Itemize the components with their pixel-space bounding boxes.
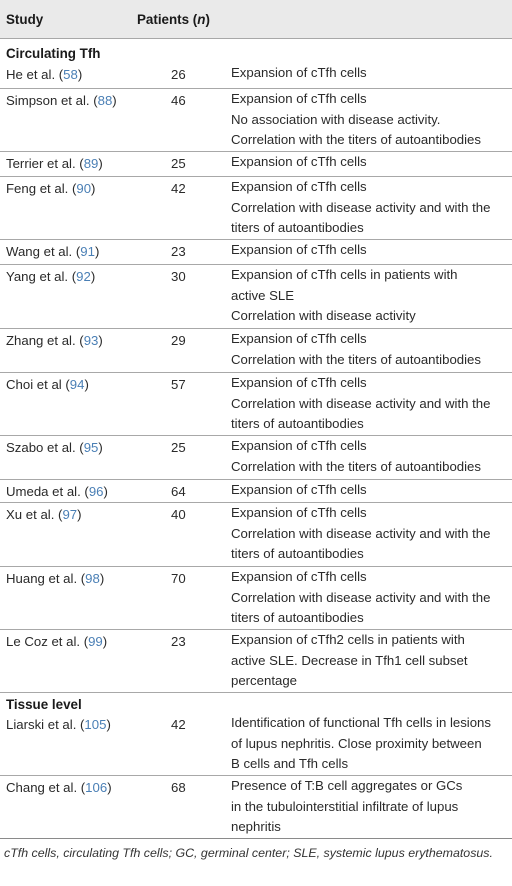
findings-cell: Expansion of cTfh cells Correlation with disease activity and with the titers of autoantibodies [231,569,491,625]
table-row [0,373,512,436]
findings-cell: Expansion of cTfh2 cells in patients with active SLE. Decrease in Tfh1 cell subset percentage [231,632,468,688]
findings-cell: Expansion of cTfh cells in patients with active SLE Correlation with disease activity [231,267,458,323]
patients-cell: 70 [171,571,186,586]
patients-cell: 30 [171,269,186,284]
patients-cell: 25 [171,156,186,171]
findings-cell: Expansion of cTfh cells [231,154,367,169]
study-cell: Huang et al. (98) [6,571,105,586]
findings-cell: Expansion of cTfh cells Correlation with disease activity and with the titers of autoantibodies [231,375,491,431]
study-cell: Wang et al. (91) [6,244,100,259]
findings-cell: Expansion of cTfh cells Correlation with disease activity and with the titers of autoantibodies [231,179,491,235]
study-cell: He et al. (58) [6,67,83,82]
table-row [0,480,512,503]
header-study: Study [6,12,44,27]
findings-cell: Expansion of cTfh cells Correlation with the titers of autoantibodies [231,331,481,367]
table-row [0,630,512,692]
header-rule [0,38,512,39]
patients-cell: 23 [171,634,186,649]
section-title-circulating: Circulating Tfh [6,46,101,61]
table-footnote: cTfh cells, circulating Tfh cells; GC, germinal center; SLE, systemic lupus erythematosus. [4,846,493,860]
table-row [0,240,512,265]
patients-cell: 42 [171,181,186,196]
table-row [0,89,512,152]
patients-cell: 42 [171,717,186,732]
study-cell: Simpson et al. (88) [6,93,117,108]
patients-cell: 57 [171,377,186,392]
table-row [0,265,512,328]
study-cell: Le Coz et al. (99) [6,634,108,649]
study-cell: Zhang et al. (93) [6,333,103,348]
table-row [0,329,512,373]
findings-cell: Identification of functional Tfh cells in lesions of lupus nephritis. Close proximity between B cells and Tfh cells [231,715,491,771]
table-row [0,567,512,630]
section-title-tissue: Tissue level [6,697,82,712]
study-cell: Terrier et al. (89) [6,156,103,171]
findings-cell: Expansion of cTfh cells [231,242,367,257]
patients-cell: 64 [171,484,186,499]
table-row [0,152,512,177]
study-cell: Yang et al. (92) [6,269,96,284]
study-cell: Szabo et al. (95) [6,440,103,455]
table-row [0,177,512,240]
patients-cell: 46 [171,93,186,108]
patients-cell: 29 [171,333,186,348]
findings-cell: Expansion of cTfh cells [231,65,367,80]
study-cell: Chang et al. (106) [6,780,112,795]
study-cell: Choi et al (94) [6,377,89,392]
findings-cell: Expansion of cTfh cells [231,482,367,497]
study-cell: Feng et al. (90) [6,181,96,196]
findings-cell: Expansion of cTfh cells No association with disease activity. Correlation with the titers of autoantibodies [231,91,481,147]
study-cell: Xu et al. (97) [6,507,82,522]
table-row [0,503,512,566]
table-row [0,63,512,88]
patients-cell: 26 [171,67,186,82]
findings-cell: Presence of T:B cell aggregates or GCs in the tubulointerstitial infiltrate of lupus nephritis [231,778,463,834]
patients-cell: 68 [171,780,186,795]
findings-cell: Expansion of cTfh cells Correlation with the titers of autoantibodies [231,438,481,474]
study-cell: Liarski et al. (105) [6,717,111,732]
patients-cell: 23 [171,244,186,259]
patients-cell: 25 [171,440,186,455]
table-header [0,0,512,38]
table-row [0,776,512,839]
findings-cell: Expansion of cTfh cells Correlation with disease activity and with the titers of autoantibodies [231,505,491,561]
table-row [0,436,512,480]
header-patients: Patients (n) [137,12,210,27]
table-row [0,713,512,776]
study-cell: Umeda et al. (96) [6,484,108,499]
table-bottom-rule [0,838,512,839]
patients-cell: 40 [171,507,186,522]
